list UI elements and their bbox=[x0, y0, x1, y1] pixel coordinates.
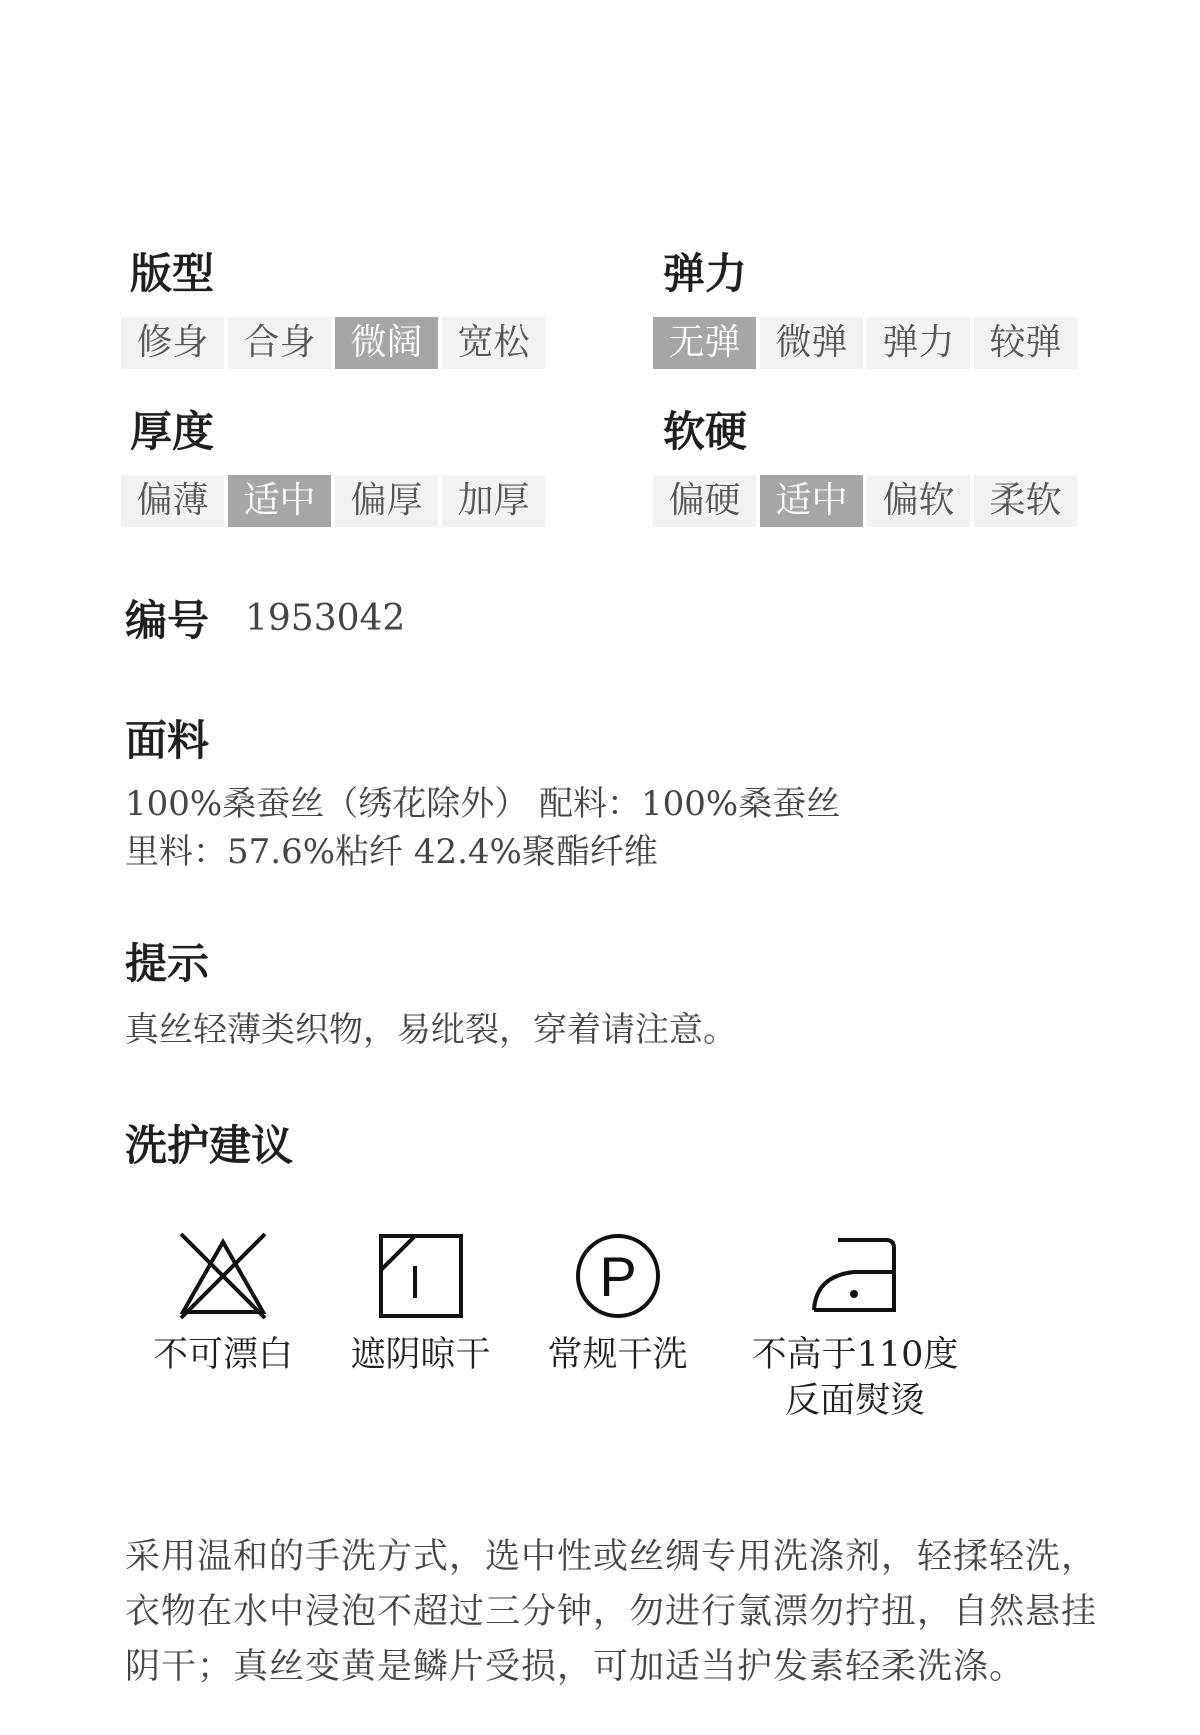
iron-low-icon bbox=[810, 1230, 900, 1322]
elasticity-title: 弹力 bbox=[663, 249, 748, 298]
fabric-composition: 100%桑蚕丝（绣花除外） 配料：100%桑蚕丝 bbox=[125, 784, 841, 824]
care-title: 洗护建议 bbox=[125, 1121, 294, 1170]
dry-clean-p-icon bbox=[572, 1230, 664, 1322]
fit-option: 修身 bbox=[121, 317, 224, 369]
softness-option: 偏硬 bbox=[653, 475, 756, 527]
fabric-title: 面料 bbox=[125, 716, 210, 765]
thickness-title: 厚度 bbox=[130, 407, 215, 456]
lining-composition: 里料：57.6%粘纤 42.4%聚酯纤维 bbox=[125, 832, 658, 872]
code-label: 编号 bbox=[125, 596, 210, 645]
elasticity-option: 无弹 bbox=[653, 317, 756, 369]
care-instructions: 采用温和的手洗方式，选中性或丝绸专用洗涤剂，轻揉轻洗，衣物在水中浸泡不超过三分钟，勿进行氯漂勿拧扭，自然悬挂阴干；真丝变黄是鳞片受损，可加适当护发素轻柔洗涤。 bbox=[125, 1537, 1098, 1687]
softness-options bbox=[653, 475, 1077, 527]
thickness-option: 适中 bbox=[228, 475, 331, 527]
care-item-no-bleach bbox=[148, 1230, 298, 1378]
thickness-option: 加厚 bbox=[442, 475, 545, 527]
fit-option: 合身 bbox=[228, 317, 331, 369]
fit-option: 微阔 bbox=[335, 317, 438, 369]
fit-option: 宽松 bbox=[442, 317, 545, 369]
notice-text: 真丝轻薄类织物，易纰裂，穿着请注意。 bbox=[125, 1010, 737, 1050]
fit-options bbox=[121, 317, 545, 369]
softness-option: 适中 bbox=[760, 475, 863, 527]
code-value: 1953042 bbox=[245, 598, 406, 639]
care-label: 遮阴晾干 bbox=[350, 1335, 491, 1375]
elasticity-option: 弹力 bbox=[867, 317, 970, 369]
notice-title: 提示 bbox=[125, 939, 210, 988]
elasticity-option: 微弹 bbox=[760, 317, 863, 369]
care-item-iron bbox=[745, 1230, 965, 1424]
care-label: 不高于110度 反面熨烫 bbox=[751, 1335, 959, 1421]
thickness-option: 偏薄 bbox=[121, 475, 224, 527]
care-item-dry-clean bbox=[540, 1230, 695, 1378]
no-bleach-icon bbox=[175, 1230, 271, 1322]
care-label: 常规干洗 bbox=[547, 1335, 688, 1375]
svg-text:P: P bbox=[598, 1245, 637, 1308]
softness-option: 偏软 bbox=[867, 475, 970, 527]
elasticity-option: 较弹 bbox=[974, 317, 1077, 369]
thickness-options bbox=[121, 475, 545, 527]
care-label: 不可漂白 bbox=[152, 1335, 293, 1375]
thickness-option: 偏厚 bbox=[335, 475, 438, 527]
softness-title: 软硬 bbox=[663, 407, 748, 456]
softness-option: 柔软 bbox=[974, 475, 1077, 527]
care-item-shade-dry bbox=[343, 1230, 498, 1378]
elasticity-options bbox=[653, 317, 1077, 369]
shade-dry-icon bbox=[377, 1230, 465, 1322]
fit-title: 版型 bbox=[130, 249, 215, 298]
